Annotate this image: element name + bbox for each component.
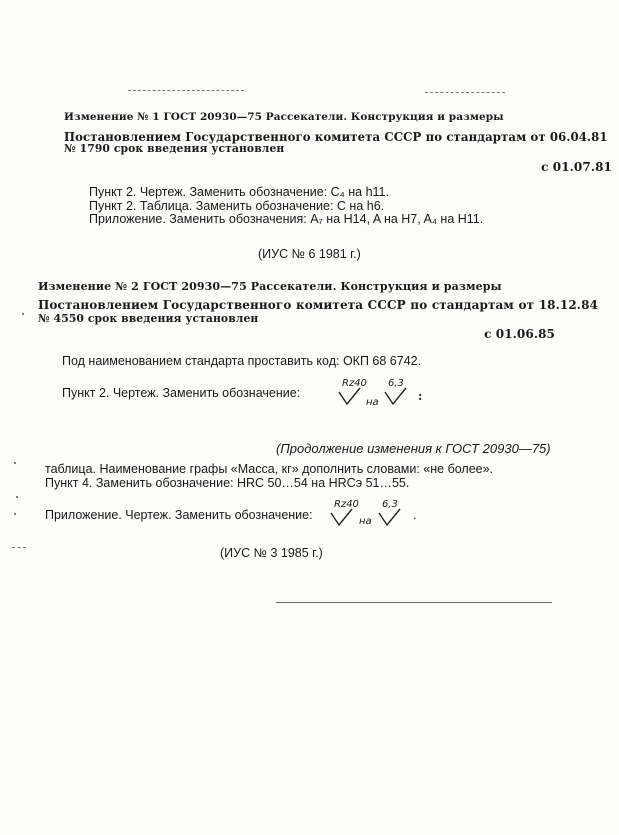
amendment2-appendix-line: Приложение. Чертеж. Заменить обозначение:	[45, 508, 313, 522]
margin-dash	[12, 547, 26, 548]
amendment1-source: (ИУС № 6 1981 г.)	[258, 247, 361, 261]
roughness-joiner: на	[359, 516, 372, 527]
margin-mark	[16, 496, 18, 498]
amendment2-item4-line: Пункт 4. Заменить обозначение: HRC 50…54 на HRCэ 51…55.	[45, 476, 410, 490]
margin-mark	[14, 513, 16, 515]
roughness-check-icon	[384, 388, 408, 406]
amendment1-effective-date: с 01.07.81	[541, 160, 612, 174]
amendment2-continuation: (Продолжение изменения к ГОСТ 20930—75)	[276, 441, 551, 456]
bottom-rule	[276, 602, 552, 603]
roughness-check-icon	[330, 509, 354, 527]
amendment1-item-2: Пункт 2. Таблица. Заменить обозначение: C на h6.	[89, 199, 385, 213]
amendment1-item-1: Пункт 2. Чертеж. Заменить обозначение: C₄ на h11.	[89, 185, 389, 199]
amendment2-table-line: таблица. Наименование графы «Масса, кг» дополнить словами: «не более».	[45, 462, 494, 476]
roughness-check-icon	[378, 509, 402, 527]
top-rule	[128, 90, 244, 91]
amendment2-okp-line: Под наименованием стандарта проставить код: ОКП 68 6742.	[62, 354, 422, 368]
amendment1-decree: Постановлением Государственного комитета СССР по стандартам от 06.04.81	[64, 130, 608, 144]
amendment2-effective-date: с 01.06.85	[484, 327, 555, 341]
amendment1-decree-cont: № 1790 срок введения установлен	[64, 142, 285, 155]
roughness-label-rz40: Rz40	[334, 499, 359, 510]
colon-mark: :	[418, 389, 423, 403]
amendment2-decree: Постановлением Государственного комитета СССР по стандартам от 18.12.84	[38, 298, 598, 312]
period-mark: .	[413, 508, 417, 522]
roughness-check-icon	[338, 388, 362, 406]
roughness-label-value: 6,3	[382, 499, 398, 510]
margin-mark	[14, 462, 16, 464]
amendment1-item-3: Приложение. Заменить обозначения: A₇ на H14, A на H7, A₄ на H11.	[89, 212, 484, 226]
amendment2-heading: Изменение № 2 ГОСТ 20930—75 Рассекатели. Конструкция и размеры	[38, 280, 502, 293]
amendment2-item-drawing: Пункт 2. Чертеж. Заменить обозначение:	[62, 386, 301, 400]
roughness-joiner: на	[366, 397, 379, 408]
roughness-label-rz40: Rz40	[342, 378, 367, 389]
amendment2-source: (ИУС № 3 1985 г.)	[220, 546, 323, 560]
amendment1-heading: Изменение № 1 ГОСТ 20930—75 Рассекатели. Конструкция и размеры	[64, 111, 504, 123]
roughness-label-value: 6,3	[388, 378, 404, 389]
top-rule-right	[425, 92, 505, 93]
margin-mark	[22, 313, 24, 315]
amendment2-decree-cont: № 4550 срок введения установлен	[38, 312, 259, 325]
